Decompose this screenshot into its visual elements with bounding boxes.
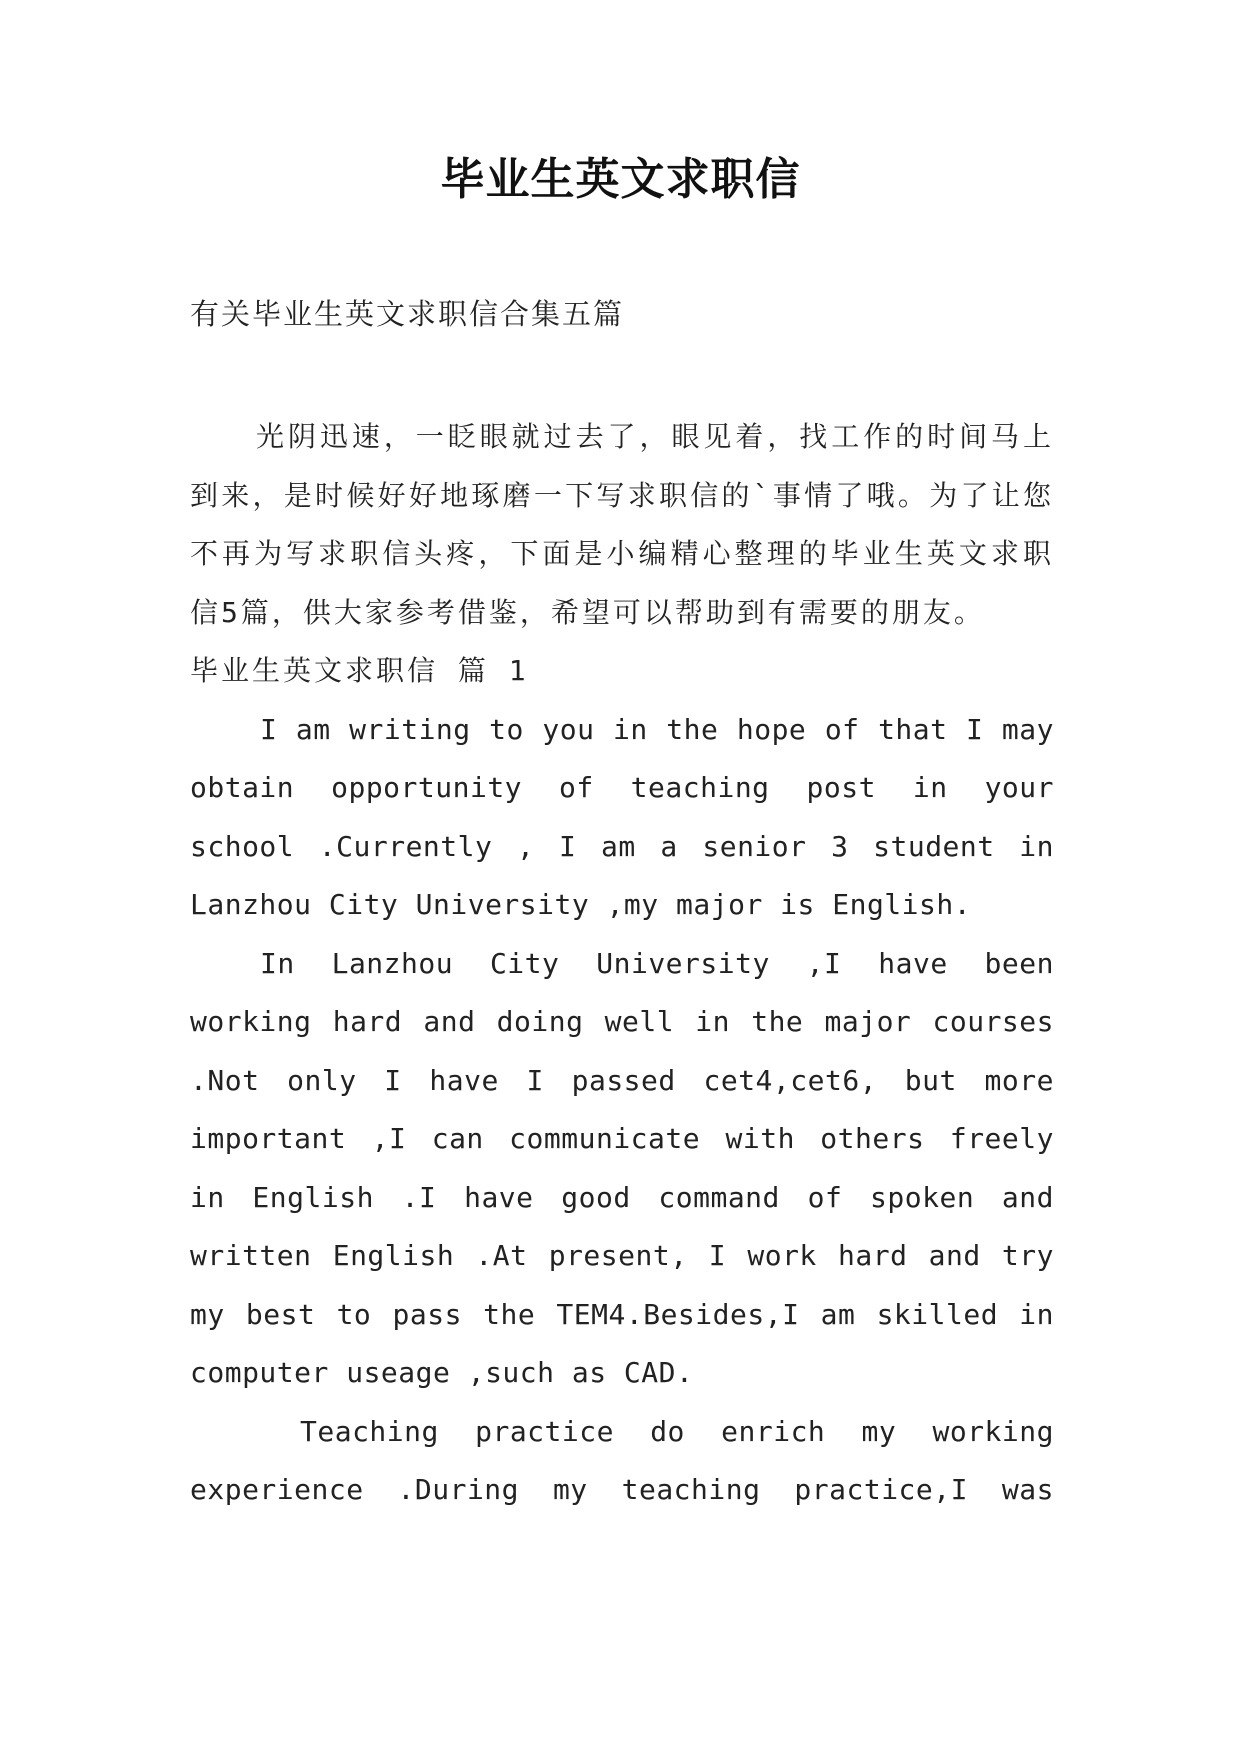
body-paragraph-1: I am writing to you in the hope of that I may obtain opportunity of teaching post in your school .Currently , I am a senior 3 student in Lanzhou City University ,my major is English. (190, 712, 1054, 921)
document-title: 毕业生英文求职信 (440, 154, 801, 205)
section-heading: 毕业生英文求职信 篇 1 (190, 654, 529, 687)
document-subtitle: 有关毕业生英文求职信合集五篇 (190, 297, 625, 331)
body-paragraph-2: In Lanzhou City University ,I have been working hard and doing well in the major courses .Not only I have I passed cet4,cet6, but more important ,I can communicate with others freely in English .I have good command of spoken and written English .At present, I work hard and try my best to pass the TEM4.Besides,I am skilled in computer useage ,such as CAD. (190, 946, 1054, 1389)
body-paragraph-3: Teaching practice do enrich my working experience .During my teaching practice,I was (190, 1414, 1054, 1506)
intro-paragraph: 光阴迅速，一眨眼就过去了，眼见着，找工作的时间马上到来，是时候好好地琢磨一下写求职信的`事情了哦。为了让您不再为写求职信头疼，下面是小编精心整理的毕业生英文求职信5篇，供大家参考借鉴，希望可以帮助到有需要的朋友。 (190, 420, 1054, 629)
document-body (190, 408, 1054, 1520)
